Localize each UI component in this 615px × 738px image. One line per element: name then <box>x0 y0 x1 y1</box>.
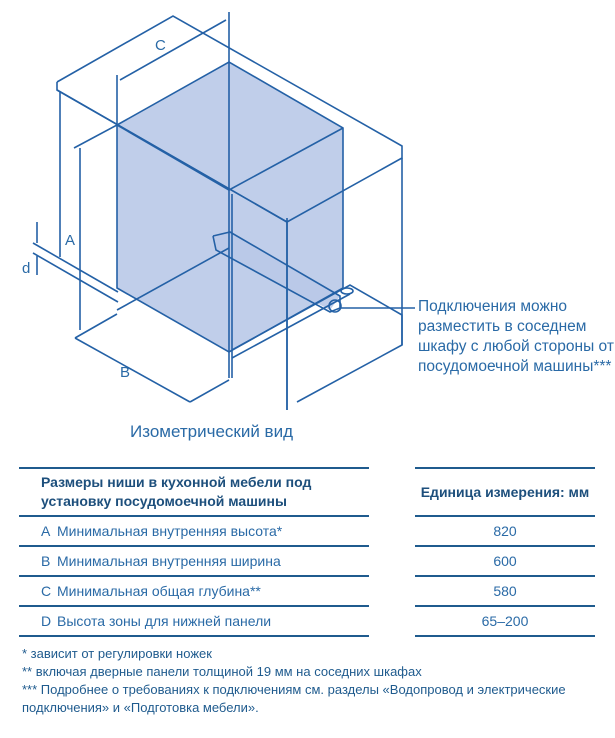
label-d: d <box>22 260 31 277</box>
divider <box>19 635 369 637</box>
diagram-caption: Изометрический вид <box>130 422 294 441</box>
connections-callout: Подключения можно разместить в соседнем шкафу с любой стороны от посудомоечной машины*** <box>418 298 614 375</box>
table-header: Размеры ниши в кухонной мебели под установку посудомоечной машины <box>41 474 312 509</box>
table-row: A Минимальная внутренняя высота* <box>41 523 283 539</box>
table-row: 580 <box>493 583 517 599</box>
table-row: 600 <box>493 553 517 569</box>
label-b: B <box>120 364 131 381</box>
units-table <box>415 467 595 637</box>
table-row: D Высота зоны для нижней панели <box>41 613 272 629</box>
table-row: 820 <box>493 523 517 539</box>
units-header: Единица измерения: мм <box>420 483 590 500</box>
divider <box>415 635 595 637</box>
label-c: C <box>155 37 166 54</box>
table-row: C Минимальная общая глубина** <box>41 583 261 599</box>
footnote: *** Подробнее о требованиях к подключениям см. разделы «Водопровод и электрические подключения» и «Подготовка мебели». <box>22 682 566 715</box>
dimensions-table <box>19 467 369 637</box>
table-row: 65–200 <box>481 613 529 629</box>
footnote: * зависит от регулировки ножек <box>22 646 212 661</box>
footnote: ** включая дверные панели толщиной 19 мм на соседних шкафах <box>22 664 422 679</box>
label-a: A <box>65 232 76 249</box>
table-row: B Минимальная внутренняя ширина <box>41 553 281 569</box>
footnotes <box>22 645 612 717</box>
